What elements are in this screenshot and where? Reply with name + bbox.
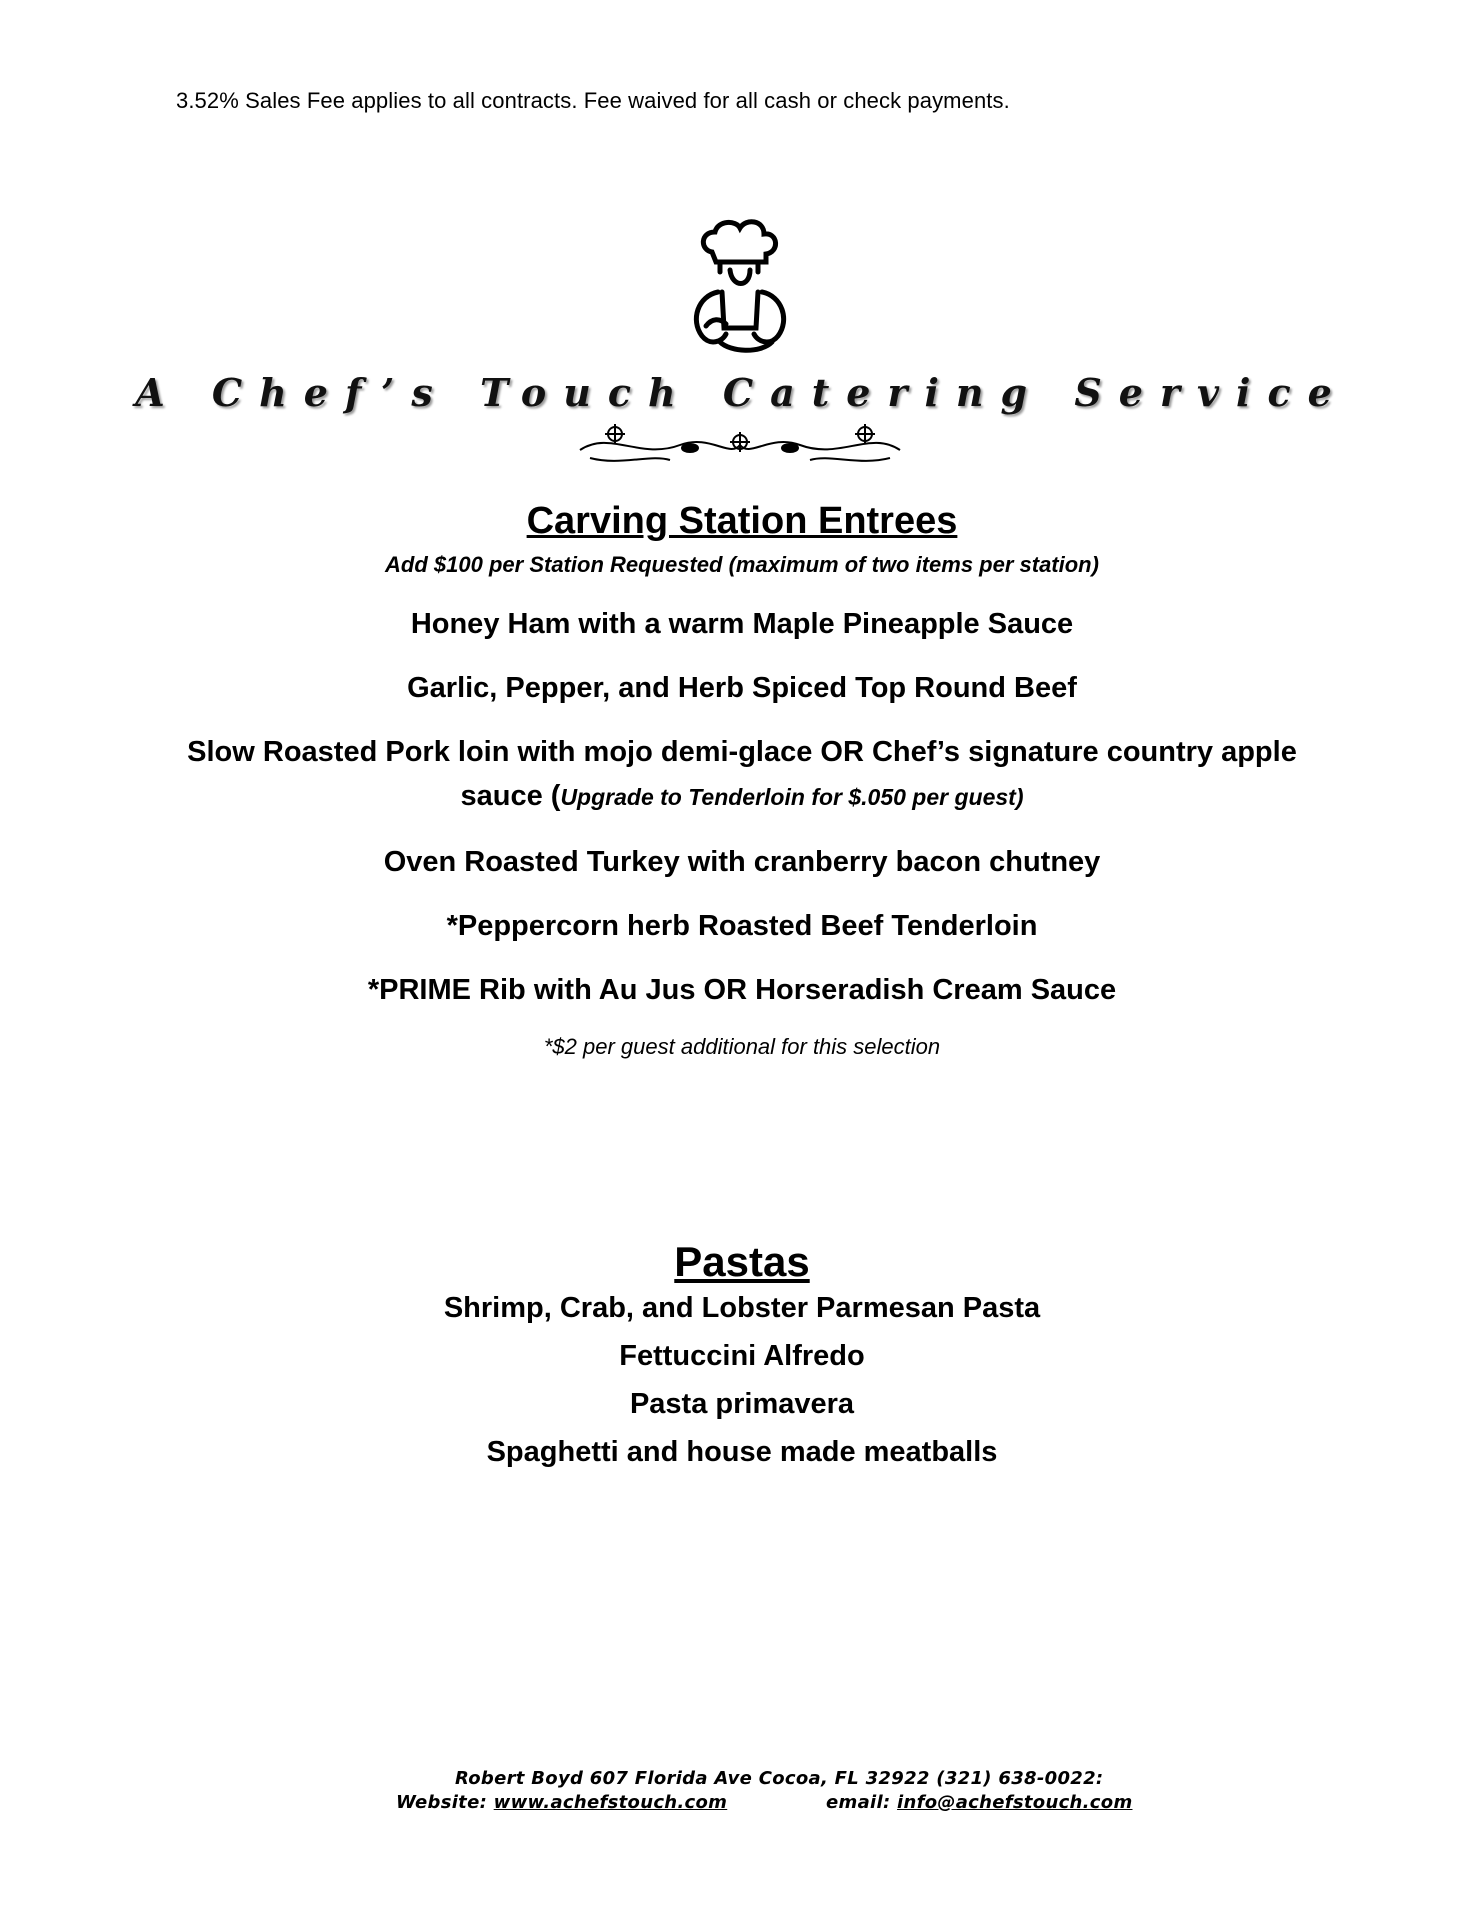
- carving-section-title: Carving Station Entrees: [526, 500, 958, 542]
- pasta-item: Shrimp, Crab, and Lobster Parmesan Pasta: [443, 1292, 1041, 1324]
- brand-title: A Chef’s Touch Catering Service: [135, 370, 1349, 415]
- footer-address: Robert Boyd 607 Florida Ave Cocoa, FL 32922 (321) 638-0022:: [455, 1768, 1104, 1789]
- website-label: Website:: [396, 1792, 488, 1813]
- pasta-item: Pasta primavera: [629, 1388, 855, 1420]
- email-link[interactable]: info@achefstouch.com: [897, 1792, 1133, 1813]
- pasta-item: Spaghetti and house made meatballs: [486, 1436, 998, 1468]
- chef-icon: [660, 210, 820, 370]
- floral-flourish-icon: [570, 420, 910, 470]
- carving-item: Oven Roasted Turkey with cranberry bacon chutney: [383, 846, 1101, 878]
- carving-item-tail: sauce (: [460, 780, 561, 812]
- carving-item-continued: [0, 780, 1484, 813]
- carving-item: Slow Roasted Pork loin with mojo demi-glace OR Chef’s signature country apple: [187, 736, 1297, 768]
- pasta-item: Fettuccini Alfredo: [619, 1340, 865, 1372]
- carving-subtitle: Add $100 per Station Requested (maximum of two items per station): [385, 552, 1099, 577]
- website-link[interactable]: www.achefstouch.com: [493, 1792, 728, 1813]
- carving-item: *PRIME Rib with Au Jus OR Horseradish Cream Sauce: [367, 974, 1117, 1006]
- carving-item: *Peppercorn herb Roasted Beef Tenderloin: [446, 910, 1038, 942]
- pastas-section-title: Pastas: [674, 1238, 810, 1285]
- upgrade-note: Upgrade to Tenderloin for $.050 per guest): [560, 784, 1024, 810]
- footer-website: [396, 1792, 727, 1813]
- email-label: email:: [826, 1792, 891, 1813]
- carving-item: Garlic, Pepper, and Herb Spiced Top Round Beef: [407, 672, 1077, 704]
- sales-fee-notice: 3.52% Sales Fee applies to all contracts. Fee waived for all cash or check payments.: [176, 88, 1010, 113]
- footer-email: [826, 1792, 1133, 1813]
- surcharge-note: *$2 per guest additional for this selection: [543, 1034, 941, 1059]
- carving-item: Honey Ham with a warm Maple Pineapple Sauce: [410, 608, 1074, 640]
